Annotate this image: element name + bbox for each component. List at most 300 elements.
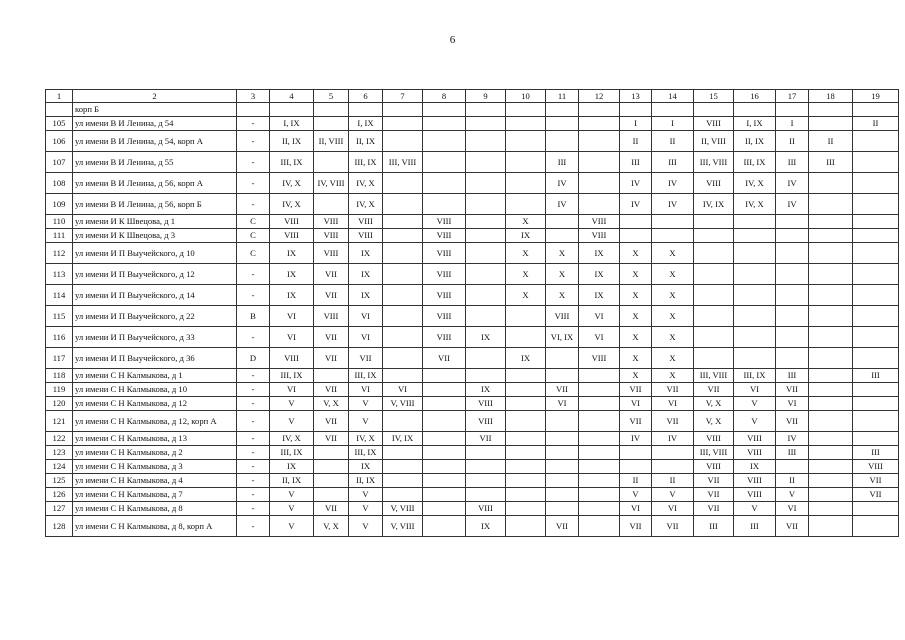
table-cell (466, 117, 506, 131)
table-cell (809, 348, 853, 369)
table-cell (546, 348, 579, 369)
table-cell: - (237, 474, 270, 488)
table-cell: X (546, 264, 579, 285)
table-cell: - (237, 516, 270, 537)
table-cell: V (349, 488, 383, 502)
table-cell: IV (620, 194, 652, 215)
table-cell (809, 369, 853, 383)
table-cell: VI (349, 306, 383, 327)
table-cell: IV, X (349, 173, 383, 194)
table-cell: IV, X (349, 194, 383, 215)
row-number-cell: 119 (46, 383, 73, 397)
table-row (46, 383, 899, 397)
table-cell: IV (546, 173, 579, 194)
table-cell (506, 194, 546, 215)
table-cell: IX (506, 229, 546, 243)
table-cell: IV, IX (383, 432, 423, 446)
table-cell: V (734, 397, 776, 411)
column-header: 19 (853, 90, 899, 103)
table-cell (694, 306, 734, 327)
table-cell: V (270, 488, 314, 502)
table-cell (466, 194, 506, 215)
table-cell: С (237, 229, 270, 243)
table-cell (423, 460, 466, 474)
address-cell: ул имени С Н Калмыкова, д 8, корп А (73, 516, 237, 537)
column-header: 4 (270, 90, 314, 103)
table-cell: III (776, 369, 809, 383)
table-cell: X (620, 306, 652, 327)
address-cell: корп Б (73, 103, 237, 117)
table-cell (466, 215, 506, 229)
address-cell: ул имени И П Выучейского, д 33 (73, 327, 237, 348)
table-cell: VII (694, 502, 734, 516)
table-cell: VII (314, 502, 349, 516)
address-cell: ул имени В И Ленина, д 54, корп А (73, 131, 237, 152)
table-cell: I, IX (270, 117, 314, 131)
table-cell (383, 103, 423, 117)
table-cell (579, 516, 620, 537)
table-cell: VI (579, 306, 620, 327)
table-cell: С (237, 215, 270, 229)
table-cell (423, 103, 466, 117)
column-header: 8 (423, 90, 466, 103)
table-cell: VIII (349, 215, 383, 229)
column-header: 7 (383, 90, 423, 103)
table-cell (809, 502, 853, 516)
table-cell: IX (349, 460, 383, 474)
table-cell: VI (734, 383, 776, 397)
table-cell (776, 460, 809, 474)
table-cell (546, 460, 579, 474)
table-cell: IV, X (349, 432, 383, 446)
table-cell (314, 488, 349, 502)
table-cell: III, VIII (383, 152, 423, 173)
table-cell (506, 411, 546, 432)
table-cell (466, 243, 506, 264)
table-cell (466, 488, 506, 502)
table-cell: II, IX (349, 131, 383, 152)
table-row (46, 264, 899, 285)
table-cell: VIII (734, 488, 776, 502)
table-cell: II (776, 474, 809, 488)
table-cell: III, VIII (694, 369, 734, 383)
table-cell (466, 173, 506, 194)
table-cell: III, IX (349, 446, 383, 460)
table-cell (314, 117, 349, 131)
address-cell: ул имени В И Ленина, д 56, корп Б (73, 194, 237, 215)
table-cell: III (853, 369, 899, 383)
table-cell: X (652, 264, 694, 285)
table-cell (853, 383, 899, 397)
table-cell: - (237, 264, 270, 285)
table-cell: III (776, 446, 809, 460)
table-cell (506, 103, 546, 117)
table-cell (809, 383, 853, 397)
table-cell (383, 411, 423, 432)
row-number-cell: 116 (46, 327, 73, 348)
table-cell (620, 103, 652, 117)
table-cell: VII (853, 488, 899, 502)
table-cell (506, 173, 546, 194)
table-cell: II, VIII (694, 131, 734, 152)
table-cell (853, 397, 899, 411)
address-cell: ул имени И П Выучейского, д 22 (73, 306, 237, 327)
table-cell: X (506, 215, 546, 229)
table-cell: В (237, 306, 270, 327)
address-cell: ул имени С Н Калмыкова, д 4 (73, 474, 237, 488)
table-cell (620, 446, 652, 460)
table-cell (506, 306, 546, 327)
table-cell: V (349, 411, 383, 432)
table-cell: I, IX (349, 117, 383, 131)
table-cell: VI (579, 327, 620, 348)
address-cell: ул имени И П Выучейского, д 14 (73, 285, 237, 306)
table-cell: X (620, 348, 652, 369)
table-cell: VII (314, 264, 349, 285)
row-number-cell: 117 (46, 348, 73, 369)
table-cell (466, 285, 506, 306)
table-cell (506, 327, 546, 348)
table-cell (423, 474, 466, 488)
table-row (46, 173, 899, 194)
table-cell: VIII (734, 446, 776, 460)
address-cell: ул имени В И Ленина, д 56, корп А (73, 173, 237, 194)
row-number-cell: 109 (46, 194, 73, 215)
table-cell: X (506, 264, 546, 285)
table-row (46, 460, 899, 474)
table-cell: IX (270, 285, 314, 306)
table-cell (546, 502, 579, 516)
table-cell: V (270, 502, 314, 516)
table-cell (579, 488, 620, 502)
table-cell: V (270, 411, 314, 432)
table-cell (694, 243, 734, 264)
table-cell: VII (620, 383, 652, 397)
table-cell (809, 306, 853, 327)
table-cell: X (506, 243, 546, 264)
table-cell: V, VIII (383, 516, 423, 537)
table-cell: VII (776, 383, 809, 397)
table-cell: - (237, 432, 270, 446)
table-cell (734, 285, 776, 306)
table-cell (809, 229, 853, 243)
table-cell (853, 243, 899, 264)
table-cell: V, X (314, 516, 349, 537)
address-cell: ул имени С Н Калмыкова, д 10 (73, 383, 237, 397)
row-number-cell: 108 (46, 173, 73, 194)
table-cell: X (506, 285, 546, 306)
table-cell: V (776, 488, 809, 502)
table-cell: VIII (349, 229, 383, 243)
table-cell (694, 103, 734, 117)
table-cell: IV (620, 173, 652, 194)
table-cell: X (652, 369, 694, 383)
table-cell: VIII (466, 411, 506, 432)
table-row (46, 306, 899, 327)
table-cell (579, 397, 620, 411)
table-cell (349, 103, 383, 117)
table-cell: V (270, 516, 314, 537)
table-cell (546, 117, 579, 131)
table-cell (506, 474, 546, 488)
table-cell: VIII (694, 173, 734, 194)
table-cell (579, 502, 620, 516)
table-cell (383, 131, 423, 152)
table-cell (383, 285, 423, 306)
address-cell: ул имени И К Швецова, д 3 (73, 229, 237, 243)
table-cell (809, 432, 853, 446)
table-cell (809, 215, 853, 229)
column-header: 14 (652, 90, 694, 103)
table-cell: IX (270, 460, 314, 474)
table-cell (809, 327, 853, 348)
table-cell: VII (314, 348, 349, 369)
table-cell (809, 285, 853, 306)
table-cell: VII (314, 285, 349, 306)
table-cell (809, 411, 853, 432)
table-cell (776, 229, 809, 243)
table-cell: - (237, 397, 270, 411)
table-cell: II, IX (349, 474, 383, 488)
table-cell: II (620, 131, 652, 152)
table-cell (579, 103, 620, 117)
table-cell: D (237, 348, 270, 369)
table-cell: VII (314, 327, 349, 348)
table-cell (579, 117, 620, 131)
table-cell (546, 488, 579, 502)
table-cell: IX (466, 383, 506, 397)
column-header: 2 (73, 90, 237, 103)
table-cell: VIII (423, 264, 466, 285)
table-cell: X (620, 285, 652, 306)
table-cell (546, 369, 579, 383)
table-cell (314, 446, 349, 460)
table-cell: VII (694, 474, 734, 488)
table-cell: VII (466, 432, 506, 446)
table-cell: II (620, 474, 652, 488)
column-header: 11 (546, 90, 579, 103)
table-cell: IV, X (734, 173, 776, 194)
table-cell: X (546, 285, 579, 306)
table-cell (383, 229, 423, 243)
table-cell: VI (776, 397, 809, 411)
table-cell (734, 264, 776, 285)
table-cell: III, VIII (694, 152, 734, 173)
table-cell: VIII (423, 327, 466, 348)
table-cell (652, 215, 694, 229)
table-cell (853, 264, 899, 285)
table-cell (546, 103, 579, 117)
table-cell: - (237, 131, 270, 152)
table-cell: X (546, 243, 579, 264)
table-cell: III (694, 516, 734, 537)
table-cell: VII (694, 488, 734, 502)
table-cell: VII (423, 348, 466, 369)
table-cell (466, 306, 506, 327)
table-cell (734, 348, 776, 369)
table-cell: II, VIII (314, 131, 349, 152)
table-cell: VIII (734, 474, 776, 488)
row-number-cell: 122 (46, 432, 73, 446)
table-cell (853, 215, 899, 229)
table-cell: VIII (694, 117, 734, 131)
table-cell: II (652, 474, 694, 488)
table-cell: VIII (579, 348, 620, 369)
table-cell: - (237, 194, 270, 215)
table-cell: IX (270, 264, 314, 285)
table-cell (809, 446, 853, 460)
table-cell (506, 131, 546, 152)
header-row (46, 90, 899, 103)
table-row (46, 397, 899, 411)
table-cell (809, 173, 853, 194)
table-cell: III, IX (270, 152, 314, 173)
data-table (45, 89, 899, 537)
table-cell: IV, VIII (314, 173, 349, 194)
table-cell: X (652, 348, 694, 369)
table-cell (579, 474, 620, 488)
table-cell (466, 369, 506, 383)
table-cell: IV, X (270, 194, 314, 215)
table-cell: II (776, 131, 809, 152)
table-cell: III, IX (349, 369, 383, 383)
address-cell: ул имени С Н Калмыкова, д 12 (73, 397, 237, 411)
table-cell: X (652, 243, 694, 264)
table-row (46, 446, 899, 460)
table-cell: IX (349, 243, 383, 264)
table-cell: III (853, 446, 899, 460)
address-cell: ул имени С Н Калмыкова, д 2 (73, 446, 237, 460)
row-number-cell: 124 (46, 460, 73, 474)
table-cell (383, 348, 423, 369)
table-cell: VIII (423, 243, 466, 264)
table-row (46, 474, 899, 488)
table-cell: X (620, 243, 652, 264)
column-header: 1 (46, 90, 73, 103)
table-cell: С (237, 243, 270, 264)
table-cell: VI (546, 397, 579, 411)
column-header: 16 (734, 90, 776, 103)
table-cell: X (620, 369, 652, 383)
row-number-cell: 112 (46, 243, 73, 264)
row-number-cell: 115 (46, 306, 73, 327)
table-cell (776, 243, 809, 264)
table-cell (506, 446, 546, 460)
table-cell (506, 432, 546, 446)
row-number-cell: 127 (46, 502, 73, 516)
table-cell (506, 460, 546, 474)
table-cell: IX (579, 243, 620, 264)
table-row (46, 243, 899, 264)
table-cell (734, 229, 776, 243)
table-cell: IX (270, 243, 314, 264)
table-cell: - (237, 446, 270, 460)
table-cell (383, 369, 423, 383)
table-cell (466, 264, 506, 285)
table-cell: IV (546, 194, 579, 215)
address-cell: ул имени В И Ленина, д 54 (73, 117, 237, 131)
table-cell (734, 327, 776, 348)
table-cell (809, 397, 853, 411)
table-cell: VIII (314, 306, 349, 327)
table-cell: I (776, 117, 809, 131)
address-cell: ул имени И П Выучейского, д 10 (73, 243, 237, 264)
table-cell (620, 215, 652, 229)
table-cell (694, 215, 734, 229)
table-cell (314, 152, 349, 173)
table-cell (579, 173, 620, 194)
row-number-cell: 120 (46, 397, 73, 411)
table-cell (853, 173, 899, 194)
table-cell (270, 103, 314, 117)
table-cell: V (652, 488, 694, 502)
table-cell (423, 194, 466, 215)
table-cell (383, 474, 423, 488)
table-cell: X (620, 264, 652, 285)
table-cell (506, 383, 546, 397)
table-cell (314, 474, 349, 488)
table-cell: III (652, 152, 694, 173)
table-cell: VIII (694, 432, 734, 446)
table-row (46, 103, 899, 117)
table-cell (466, 348, 506, 369)
table-cell (809, 243, 853, 264)
table-cell (809, 117, 853, 131)
table-cell (383, 264, 423, 285)
table-cell (734, 306, 776, 327)
table-cell (383, 194, 423, 215)
table-cell: III, VIII (694, 446, 734, 460)
address-cell: ул имени В И Ленина, д 55 (73, 152, 237, 173)
table-cell: VI (383, 383, 423, 397)
table-cell: III, IX (349, 152, 383, 173)
table-cell (579, 432, 620, 446)
table-cell: IV, IX (694, 194, 734, 215)
table-cell: - (237, 383, 270, 397)
table-cell: VI (349, 383, 383, 397)
row-number-cell: 110 (46, 215, 73, 229)
address-cell: ул имени С Н Калмыкова, д 12, корп А (73, 411, 237, 432)
table-cell: VIII (314, 215, 349, 229)
table-cell: III (776, 152, 809, 173)
table-cell (694, 229, 734, 243)
table-cell (546, 474, 579, 488)
table-cell (383, 173, 423, 194)
table-cell: II (809, 131, 853, 152)
table-cell (809, 474, 853, 488)
table-row (46, 369, 899, 383)
table-cell: IX (506, 348, 546, 369)
table-cell: IV, X (734, 194, 776, 215)
table-cell: - (237, 152, 270, 173)
table-cell (579, 411, 620, 432)
table-cell: VI (776, 502, 809, 516)
table-cell: VIII (466, 502, 506, 516)
table-cell (579, 152, 620, 173)
table-cell (506, 502, 546, 516)
table-cell (853, 502, 899, 516)
table-cell: - (237, 411, 270, 432)
table-cell: VII (776, 516, 809, 537)
table-cell (423, 131, 466, 152)
row-number-cell: 114 (46, 285, 73, 306)
table-cell (620, 460, 652, 474)
table-row (46, 488, 899, 502)
row-number-cell: 111 (46, 229, 73, 243)
table-cell (652, 460, 694, 474)
table-cell: X (652, 327, 694, 348)
column-header: 17 (776, 90, 809, 103)
